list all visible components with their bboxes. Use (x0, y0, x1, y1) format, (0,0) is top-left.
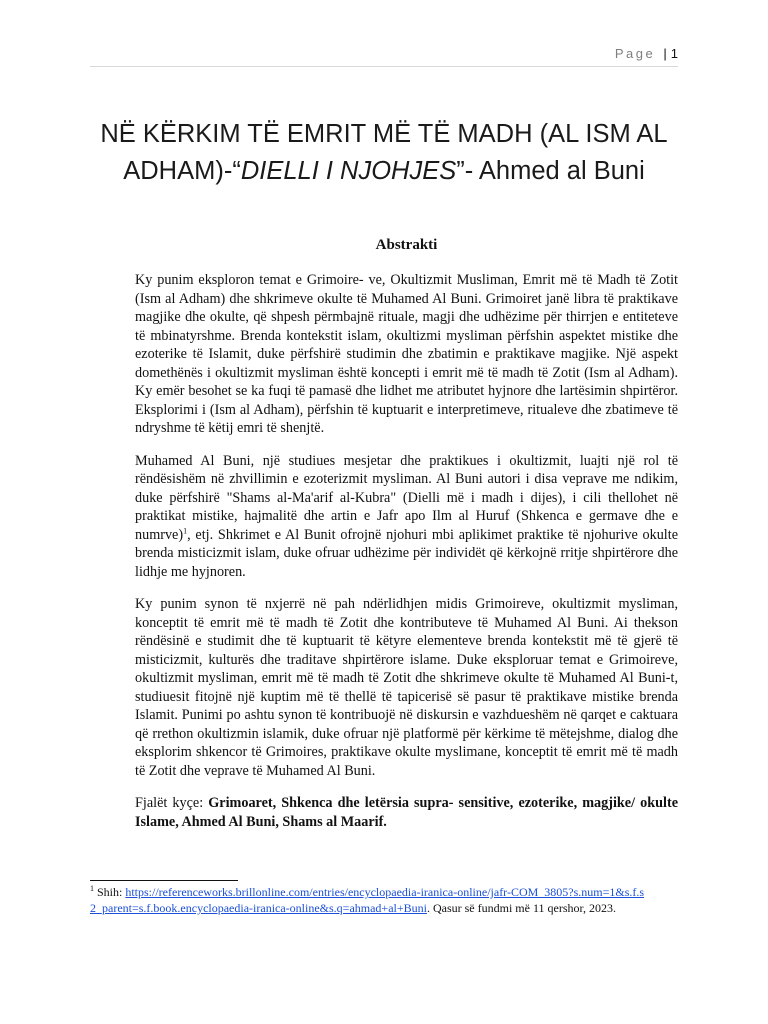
footnote-divider (90, 880, 238, 881)
title-line-2-end: ”- Ahmed al Buni (456, 157, 645, 185)
title-italic-part: DIELLI I NJOHJES (240, 157, 457, 185)
footnote-link[interactable]: https://referenceworks.brillonline.com/entries/encyclopaedia-iranica-online/jafr-COM_3805?s.num=1&s.f.s2_parent=s.f.book.encyclopaedia-iranica-online&s.q=ahmad+al+Buni (90, 885, 645, 915)
keywords-label: Fjalët kyçe: (135, 795, 209, 811)
keywords-list: Grimoaret, Shkenca dhe letërsia supra- sensitive, ezoterike, magjike/ okulte Islame, Ahmed Al Buni, Shams al Maarif. (135, 795, 678, 830)
footnote-reference[interactable]: 1 (183, 525, 188, 535)
page-number: 1 (670, 46, 678, 61)
abstract-heading: Abstrakti (375, 237, 438, 253)
page-separator: | (663, 46, 667, 61)
paragraph-2-text-b: , etj. Shkrimet e Al Bunit ofrojnë njohuri mbi aplikimet praktike të njohurive okulte brenda misticizmit islam, duke ofruar udhëzime për individët që kërkojnë rritje shpirtërore dhe lidhje me hyjnoren. (135, 526, 678, 580)
footnote-prefix: Shih: (94, 885, 126, 899)
footnote (90, 884, 650, 916)
abstract-paragraph-1: Ky punim eksploron temat e Grimoire- ve, Okultizmit Musliman, Emrit më të Madh të Zotit (Ism al Adham) dhe shkrimeve okulte të Muhamed Al Buni. Grimoiret janë libra të praktikave magjike dhe okulte, që shpesh përmbajnë rituale, magji dhe udhëzime për thirrjen e entiteteve të mbinatyrshme. Brenda kontekstit islam, okultizmi mysliman përfshin aspektet mistike dhe ezoterike të Islamit, duke përfshirë studimin dhe zbatimin e praktikave magjike. Një aspekt domethënës i okultizmit mysliman është koncepti i emrit më të madh të Zotit (Ism al Adham). Ky emër besohet se ka fuqi të pamasë dhe lidhet me atributet hyjnore dhe lartësimin shpirtëror. Eksplorimi i (Ism al Adham), përfshin të kuptuarit e interpretimeve, ritualeve dhe zbatimeve të ndryshme të këtij emri të shenjtë. (135, 272, 678, 436)
abstract-paragraph-3: Ky punim synon të nxjerrë në pah ndërlidhjen midis Grimoireve, okultizmit mysliman, konceptit të emrit më të madh të Zotit dhe kontributeve të Muhamed Al Buni. Ai thekson rëndësinë e studimit dhe të kuptuarit të këtyre elementeve brenda kontekstit më të gjerë të misticizmit, kulturës dhe traditave shpirtërore islame. Duke eksploruar temat e Grimoireve, okultizmit mysliman, emrit më të madh të Zotit dhe shkrimeve okulte të Muhamed Al Buni-t, studiuesit fitojnë një kuptim më të thellë të tapicerisë së pasur të praktikave mistike brenda Islamit. Punimi po ashtu synon të kontribuojë në diskursin e vazhdueshëm në qarqet e caktuara që rrethon okultizmin islamik, duke ofruar një platformë për kërkime të mëtejshme, dialog dhe eksplorim shkencor të Grimoires, praktikave okulte myslimane, konceptit të emrit më të madh të Zotit dhe veprave të Muhamed Al Buni. (135, 596, 678, 779)
paragraph-2-text-a: Muhamed Al Buni, një studiues mesjetar dhe praktikues i okultizmit, luajti një rol të rëndësishëm në zhvillimin e ezoterizmit mysliman. Al Buni autori i disa veprave me ndikim, duke përfshirë "Shams al-Ma'arif al-Kubra" (Dielli më i madh i dijes), i cili thellohet në praktikat mistike, hajmalitë dhe artin e Jafr apo Ilm al Huruf (Shkenca e germave dhe e numrve) (135, 452, 678, 543)
title-line-2 (90, 153, 678, 190)
footnote-marker: 1 (90, 884, 94, 893)
title-line-2-start: ADHAM)-“ (123, 157, 241, 185)
document-title (90, 116, 678, 190)
keywords-paragraph (135, 794, 678, 831)
abstract-body (135, 271, 678, 845)
footnote-suffix: . Qasur së fundmi më 11 qershor, 2023. (426, 901, 617, 915)
abstract-paragraph-2 (135, 452, 678, 582)
page-header (90, 46, 678, 67)
page-label: Page (614, 46, 656, 61)
title-line-1: NË KËRKIM TË EMRIT MË TË MADH (AL ISM AL (100, 120, 668, 148)
